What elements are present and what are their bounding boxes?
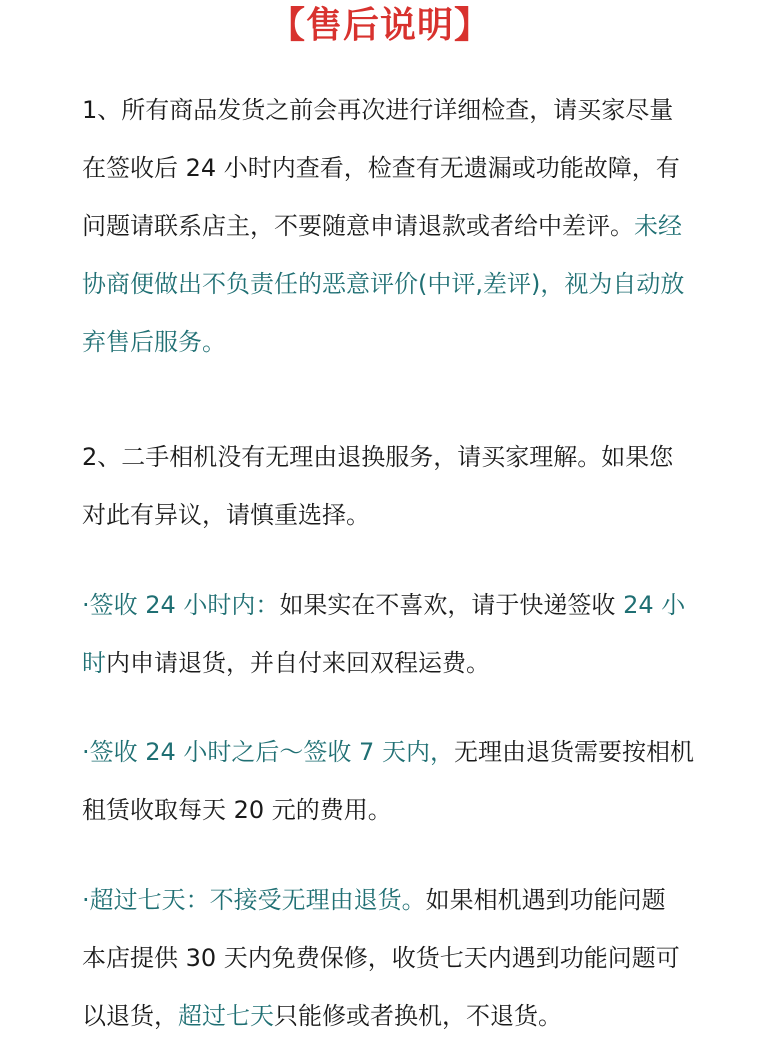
text-line: 租赁收取每天 20 元的费用。 (82, 796, 392, 824)
paragraph-within-24-hours (82, 576, 686, 692)
highlight-text: 协商便做出不负责任的恶意评价(中评,差评)，视为自动放 (82, 270, 685, 298)
text-line: 对此有异议，请慎重选择。 (82, 501, 370, 529)
text-line (82, 576, 686, 634)
paragraph-no-return-policy (82, 428, 682, 544)
text-line (82, 871, 682, 929)
text-segment: 以退货， (82, 1002, 178, 1030)
text-segment: 只能修或者换机，不退货。 (274, 1002, 562, 1030)
text-line (82, 197, 682, 255)
text-segment: 问题请联系店主，不要随意申请退款或者给中差评。 (82, 212, 634, 240)
highlight-text: 时 (82, 649, 106, 677)
text-segment: 如果实在不喜欢，请于快递签收 (279, 591, 624, 619)
page-title: 【售后说明】 (268, 5, 491, 46)
paragraph-over-7-days (82, 871, 682, 1045)
text-segment: 无理由退货需要按相机 (453, 738, 694, 766)
highlight-text: ·超过七天：不接受无理由退货。 (82, 886, 426, 914)
text-line: 1、所有商品发货之前会再次进行详细检查，请买家尽量 (82, 96, 674, 124)
text-line: 2、二手相机没有无理由退换服务，请买家理解。如果您 (82, 443, 674, 471)
text-line (82, 987, 682, 1045)
text-line (82, 634, 682, 692)
text-segment: 内申请退货，并自付来回双程运费。 (106, 649, 490, 677)
text-line: 在签收后 24 小时内查看，检查有无遗漏或功能故障，有 (82, 154, 680, 182)
highlight-text: ·签收 24 小时内： (82, 591, 280, 619)
text-line: 本店提供 30 天内免费保修，收货七天内遇到功能问题可 (82, 944, 680, 972)
highlight-text: 超过七天 (178, 1002, 274, 1030)
highlight-text: 弃售后服务。 (82, 328, 226, 356)
text-line (82, 723, 694, 781)
paragraph-inspection (82, 81, 685, 371)
paragraph-24-hours-to-7-days (82, 723, 694, 839)
highlight-text: 未经 (634, 212, 682, 240)
highlight-text: 24 小 (623, 591, 686, 619)
highlight-text: ·签收 24 小时之后～签收 7 天内， (82, 738, 454, 766)
text-segment: 如果相机遇到功能问题 (425, 886, 666, 914)
